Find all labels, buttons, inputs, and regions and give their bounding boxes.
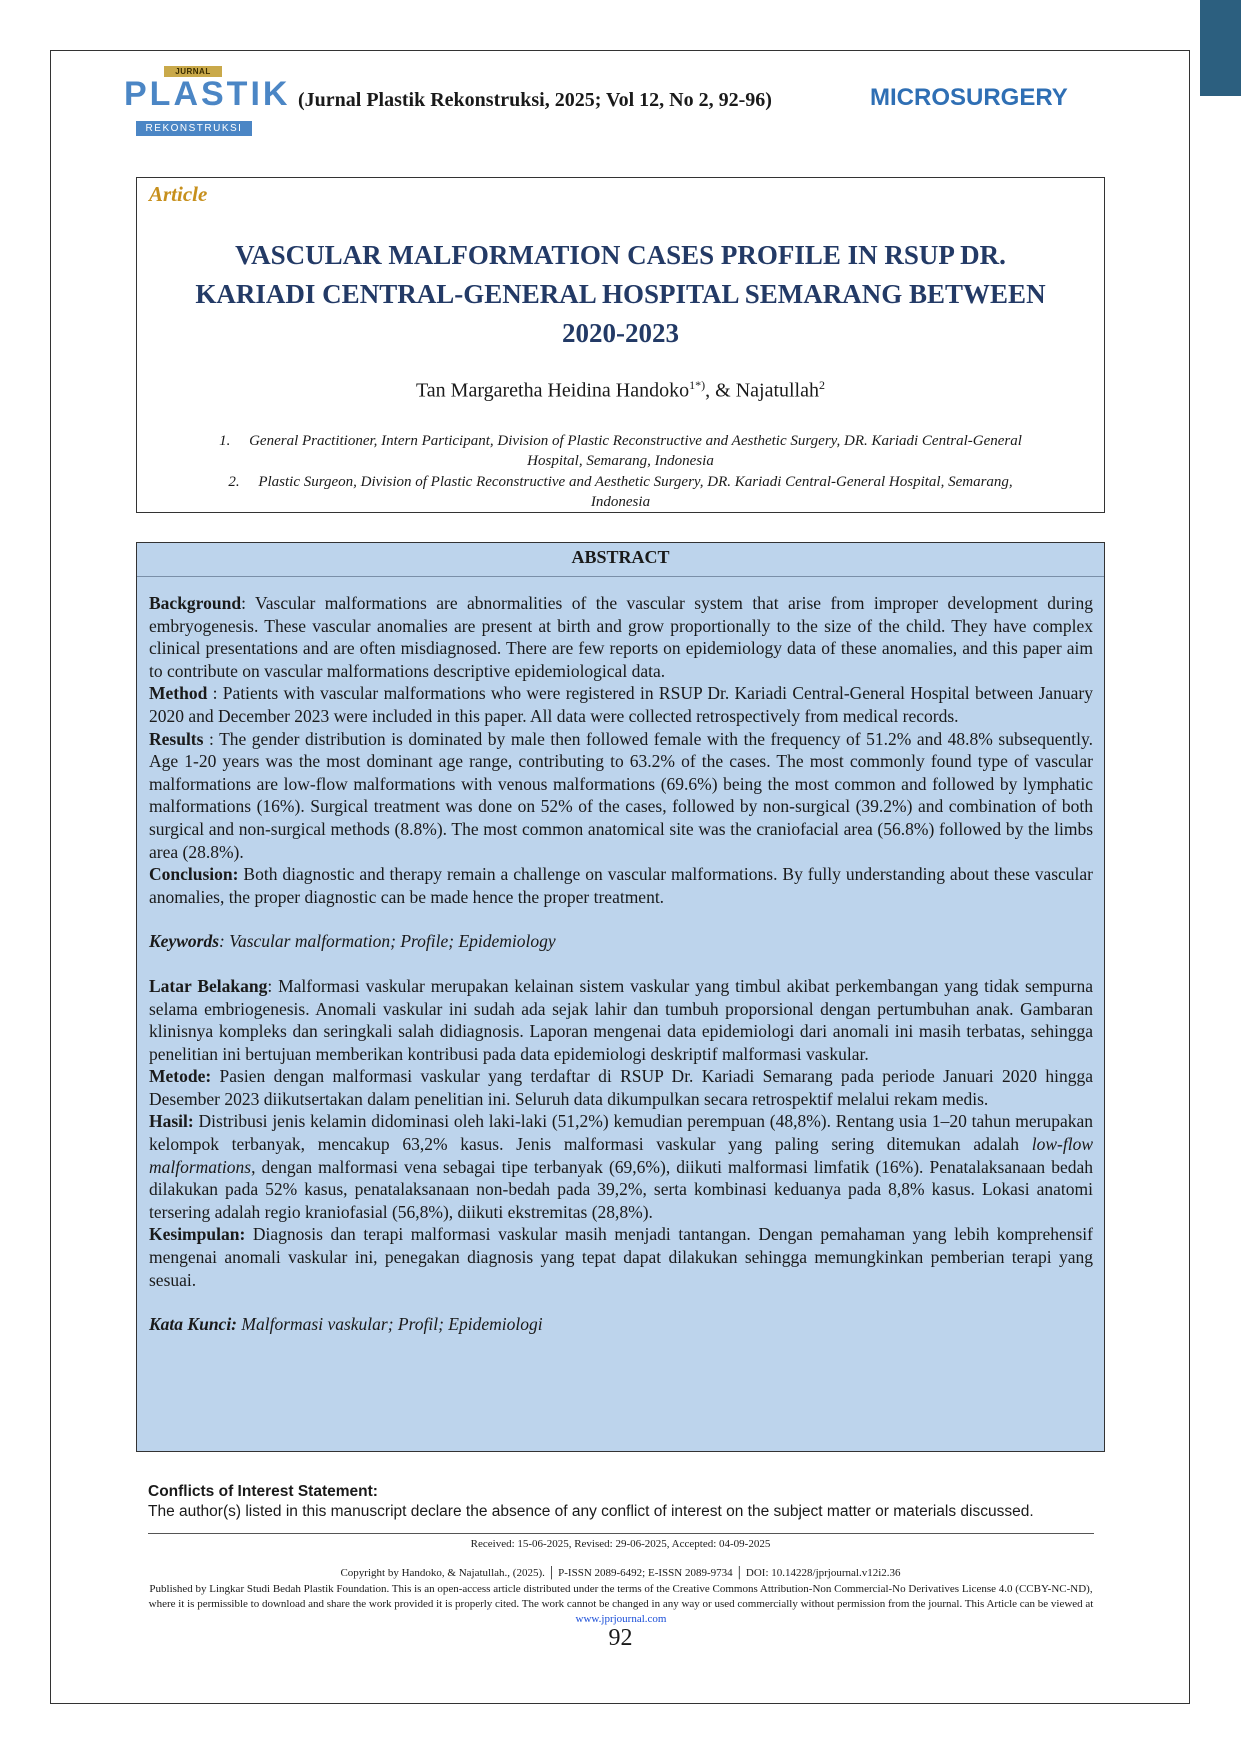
- abstrak-hasil: [149, 1110, 1093, 1223]
- article-dates: Received: 15-06-2025, Revised: 29-06-2025, Accepted: 04-09-2025: [470, 1538, 771, 1550]
- author-affiliation-mark: 2: [819, 378, 825, 392]
- metode-label: Metode:: [149, 1066, 212, 1087]
- corner-tab: [1200, 0, 1241, 96]
- author-affiliation-mark: 1*): [689, 378, 706, 392]
- abstrak-latar-belakang: [149, 975, 1093, 1065]
- section-label: MICROSURGERY: [870, 84, 1068, 111]
- abstract-heading: ABSTRACT: [571, 547, 670, 567]
- affiliation-2: [137, 472, 1104, 512]
- title-line: VASCULAR MALFORMATION CASES PROFILE IN RSUP DR.: [235, 240, 1006, 270]
- results-label: Results: [149, 728, 204, 749]
- page-number: 92: [608, 1625, 633, 1651]
- hasil-text-continued: , dengan malformasi vena sebagai tipe terbanyak (69,6%), diikuti malformasi limfatik (16%). Penatalaksanaan bedah dilakukan pada 52% kasus, penatalaksanaan non-bedah pada 39,2%, serta kombinasi keduanya pada 8,8% kasus. Lokasi anatomi tersering adalah regio kraniofasial (56,8%), diikuti ekstremitas (28,8%).: [149, 1156, 1093, 1222]
- abstract-conclusion: [149, 863, 1093, 908]
- kesimpulan-text: Diagnosis dan terapi malformasi vaskular masih menjadi tantangan. Dengan pemahaman yang lebih komprehensif mengenai anomali vaskular ini, penegakan diagnosis yang tepat dapat dilakukan sehingga memungkinkan pemberian terapi yang sesuai.: [149, 1224, 1093, 1290]
- affiliation-line: 2. Plastic Surgeon, Division of Plastic Reconstructive and Aesthetic Surgery, DR. Kariadi Central-General Hospital, Semarang,: [228, 474, 1013, 490]
- footer-rule: [148, 1533, 1094, 1534]
- abstract-body: [149, 592, 1093, 1336]
- affiliation-line: Hospital, Semarang, Indonesia: [527, 453, 714, 469]
- kesimpulan-label: Kesimpulan:: [149, 1224, 246, 1245]
- logo-jurnal-text: JURNAL: [164, 66, 222, 77]
- method-label: Method: [149, 683, 208, 704]
- journal-website-link[interactable]: www.jprjournal.com: [575, 1613, 667, 1625]
- keywords-label: Keywords: [149, 931, 219, 952]
- abstract-results: [149, 728, 1093, 864]
- title-line: 2020-2023: [562, 318, 679, 348]
- title-box: [136, 177, 1105, 513]
- logo-plastik-text: PLASTIK: [124, 75, 291, 113]
- journal-logo: [124, 66, 291, 138]
- abstract-box: [136, 542, 1105, 1452]
- license-body: Published by Lingkar Studi Bedah Plastik Foundation. This is an open-access article distributed under the terms of the Creative Commons Attribution-Non Commercial-No Derivatives License 4.0 (CCBY-NC-ND), where it is permissible to download and share the work provided it is properly cited. The work cannot be changed in any way or used commercially without permission from the journal. This Article can be viewed at: [148, 1583, 1094, 1610]
- abstrak-kesimpulan: [149, 1223, 1093, 1291]
- background-text: : Vascular malformations are abnormalities of the vascular system that arise from improper development during embryogenesis. These vascular anomalies are present at birth and grow proportionally to the size of the child. They have complex clinical presentations and are often misdiagnosed. There are few reports on epidemiology data of these anomalies, and this paper aim to contribute on vascular malformations descriptive epidemiological data.: [149, 593, 1093, 681]
- keywords-text: : Vascular malformation; Profile; Epidemiology: [219, 931, 556, 952]
- abstract-keywords: [149, 930, 1093, 953]
- conflicts-of-interest: [148, 1483, 1098, 1521]
- affiliation-1: [137, 431, 1104, 471]
- method-text: : Patients with vascular malformations who were registered in RSUP Dr. Kariadi Central-General Hospital between January 2020 and December 2023 were included in this paper. All data were collected retrospectively from medical records.: [149, 683, 1093, 726]
- copyright-line: Copyright by Handoko, & Najatullah., (2025). │ P-ISSN 2089-6492; E-ISSN 2089-9734 │ DOI: 10.14228/jprjournal.v12i2.36: [340, 1567, 901, 1579]
- conclusion-text: Both diagnostic and therapy remain a challenge on vascular malformations. By fully understanding about these vascular anomalies, the proper diagnostic can be made hence the proper treatment.: [149, 864, 1093, 907]
- metode-text: Pasien dengan malformasi vaskular yang terdaftar di RSUP Dr. Kariadi Semarang pada periode Januari 2020 hingga Desember 2023 diikutsertakan dalam penelitian ini. Seluruh data dikumpulkan secara retrospektif melalui rekam medis.: [149, 1066, 1093, 1109]
- journal-reference: (Jurnal Plastik Rekonstruksi, 2025; Vol 12, No 2, 92-96): [298, 89, 772, 111]
- conflicts-text: The author(s) listed in this manuscript declare the absence of any conflict of interest on the subject matter or materials discussed.: [148, 1503, 1034, 1520]
- author-name: Najatullah: [735, 379, 819, 402]
- kata-kunci-text: Malformasi vaskular; Profil; Epidemiologi: [237, 1314, 543, 1335]
- affiliation-line: Indonesia: [590, 494, 651, 510]
- article-type-label: Article: [149, 182, 208, 206]
- abstract-background: [149, 592, 1093, 682]
- conclusion-label: Conclusion:: [149, 864, 239, 885]
- abstrak-metode: [149, 1065, 1093, 1110]
- background-label: Background: [149, 593, 242, 613]
- abstract-method: [149, 682, 1093, 727]
- article-title: [147, 236, 1094, 353]
- logo-rekonstruksi-text: REKONSTRUKSI: [136, 121, 252, 136]
- abstrak-kata-kunci: [149, 1313, 1093, 1336]
- author-name: Tan Margaretha Heidina Handoko: [415, 379, 690, 402]
- latar-belakang-label: Latar Belakang: [149, 975, 268, 996]
- license-text: [148, 1582, 1094, 1627]
- hasil-label: Hasil:: [149, 1111, 194, 1132]
- conflicts-title: Conflicts of Interest Statement:: [148, 1483, 378, 1500]
- latar-belakang-text: : Malformasi vaskular merupakan kelainan sistem vaskular yang timbul akibat perkembangan yang tidak sempurna selama embriogenesis. Anomali vaskular ini sudah ada sejak lahir dan tumbuh proporsional dengan pertumbuhan anak. Gambaran klinisnya kompleks dan seringkali salah didiagnosis. Laporan mengenai data epidemiologi dari anomali ini masih terbatas, sehingga penelitian ini bertujuan memberikan kontribusi pada data epidemiologi deskriptif malformasi vaskular.: [149, 975, 1093, 1064]
- hasil-italic-term: low-flow malformations: [149, 1134, 1093, 1177]
- authors: [137, 378, 1104, 403]
- hasil-text: Distribusi jenis kelamin didominasi oleh laki-laki (51,2%) kemudian perempuan (48,8%). Rentang usia 1–20 tahun merupakan kelompok terbanyak, mencakup 63,2% kasus. Jenis malformasi vaskular yang paling sering ditemukan adalah: [149, 1111, 1093, 1155]
- affiliation-line: 1. General Practitioner, Intern Participant, Division of Plastic Reconstructive and Aesthetic Surgery, DR. Kariadi Central-General: [219, 433, 1022, 449]
- results-text: : The gender distribution is dominated by male then followed female with the frequency of 51.2% and 48.8% subsequently. Age 1-20 years was the most dominant age range, contributing to 63.2% of the cases. The most commonly found type of vascular malformations are low-flow malformations with venous malformations (69.6%) being the most common and followed by lymphatic malformations (16%). Surgical treatment was done on 52% of the cases, followed by non-surgical (39.2%) and combination of both surgical and non-surgical methods (8.8%). The most common anatomical site was the craniofacial area (56.8%) followed by the limbs area (28.8%).: [149, 728, 1093, 862]
- abstract-heading-rule: [137, 576, 1104, 577]
- author-separator: , &: [705, 379, 736, 402]
- kata-kunci-label: Kata Kunci:: [149, 1314, 238, 1335]
- title-line: KARIADI CENTRAL-GENERAL HOSPITAL SEMARANG BETWEEN: [195, 279, 1046, 309]
